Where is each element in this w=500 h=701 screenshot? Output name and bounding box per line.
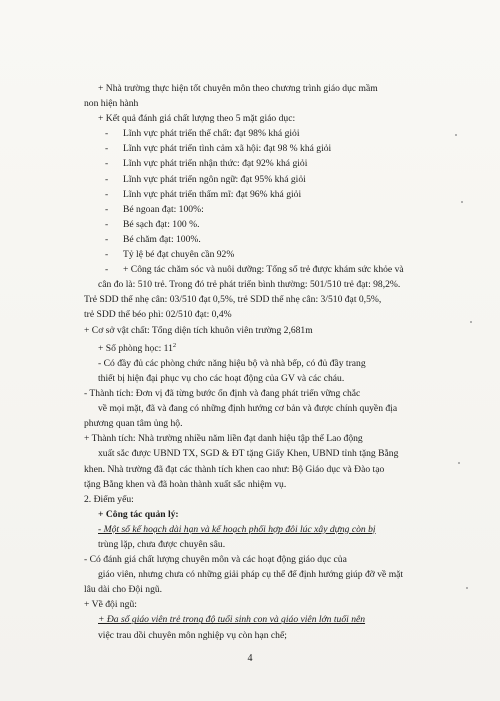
text-line: - Thành tích: Đơn vị đã từng bước ổn định và đang phát triển vững chắc — [84, 388, 361, 400]
text-line: việc trau dồi chuyên môn nghiệp vụ còn hạn chế; — [98, 629, 287, 641]
list-item: - Lĩnh vực phát triển tình cảm xã hội: đạt 98 % khá giỏi — [105, 143, 332, 155]
text-line: phương quan tâm ủng hộ. — [84, 418, 183, 430]
text-line: + Cơ sở vật chất: Tổng diện tích khuôn viên trường 2,681m — [84, 324, 313, 336]
text-line: - Có đầy đủ các phòng chức năng hiệu bộ và nhà bếp, có đủ đầy trang — [98, 357, 366, 369]
text-line: về mọi mặt, đã và đang có những định hướng cơ bản và được chính quyền địa — [98, 403, 398, 415]
text-line: xuất sắc được UBND TX, SGD & ĐT tặng Giấy Khen, UBND tỉnh tặng Bằng — [98, 448, 399, 460]
text-line: trẻ SDD thể béo phì: 02/510 đạt: 0,4% — [84, 309, 232, 321]
scan-speck — [455, 134, 457, 136]
text-line: - Có đánh giá chất lượng chuyên môn và các hoạt động giáo dục của — [84, 554, 347, 566]
list-item: - Bé chăm đạt: 100%. — [105, 233, 201, 245]
scan-speck — [466, 587, 468, 589]
text-line: trùng lặp, chưa được chuyên sâu. — [98, 539, 226, 550]
text-line: tặng Bằng khen và đã hoàn thành xuất sắc nhiệm vụ. — [84, 478, 287, 490]
list-item: - Tỷ lệ bé đạt chuyên cần 92% — [105, 249, 235, 261]
scan-speck — [458, 462, 460, 464]
text-line: + Về đội ngũ: — [84, 599, 137, 611]
list-item: - Bé ngoan đạt: 100%: — [105, 203, 204, 215]
text-line: + Nhà trường thực hiện tốt chuyên môn theo chương trình giáo dục mầm — [98, 83, 378, 94]
text-line: cân đo là: 510 trẻ. Trong đó trẻ phát triển bình thường: 501/510 trẻ đạt: 98,2%. — [98, 279, 401, 291]
section-heading: + Công tác quản lý: — [98, 508, 179, 520]
text-line: 2. Điểm yếu: — [84, 493, 134, 505]
text-line: non hiện hành — [84, 98, 139, 110]
text-line: thiết bị hiện đại phục vụ cho các hoạt động của GV và các cháu. — [98, 372, 345, 384]
subsection-heading: - Một số kế hoạch dài hạn và kế hoạch phối hợp đôi lúc xây dựng còn bị — [98, 523, 376, 535]
list-item: - Lĩnh vực phát triển thẩm mĩ: đạt 96% khá giỏi — [105, 188, 302, 200]
list-item: - + Công tác chăm sóc và nuôi dưỡng: Tổng số trẻ được khám sức khỏe và — [105, 264, 404, 276]
text-line: Trẻ SDD thể nhẹ cân: 03/510 đạt 0,5%, trẻ SDD thể nhẹ cân: 3/510 đạt 0,5%, — [84, 294, 382, 306]
scan-speck — [461, 201, 463, 203]
text-line: + Thành tích: Nhà trường nhiều năm liền đạt danh hiệu tập thể Lao động — [84, 433, 363, 445]
list-item: - Lĩnh vực phát triển ngôn ngữ: đạt 95% khá giỏi — [105, 173, 306, 185]
list-item: - Lĩnh vực phát triển thể chất: đạt 98% khá giỏi — [105, 128, 300, 140]
text-line: + Kết quả đánh giá chất lượng theo 5 mặt giáo dục: — [98, 113, 296, 125]
text-line: giáo viên, nhưng chưa có những giải pháp cụ thể để định hướng giúp đỡ về mặt — [98, 569, 404, 581]
text-line: khen. Nhà trường đã đạt các thành tích khen cao như: Bộ Giáo dục và Đào tạo — [84, 463, 385, 475]
text-line: lâu dài cho Đội ngũ. — [84, 584, 163, 596]
list-item: - Bé sạch đạt: 100 %. — [105, 218, 200, 230]
page-number: 4 — [247, 653, 253, 664]
text-line: + Số phòng học: $11^2$ — [98, 341, 177, 354]
scan-speck — [470, 321, 472, 323]
page-body — [84, 81, 466, 643]
list-item: - Lĩnh vực phát triển nhận thức: đạt 92% khá giỏi — [105, 158, 308, 170]
subsection-heading: + Đa số giáo viên trẻ trong độ tuổi sinh con và giáo viên lớn tuổi nên — [98, 614, 366, 626]
